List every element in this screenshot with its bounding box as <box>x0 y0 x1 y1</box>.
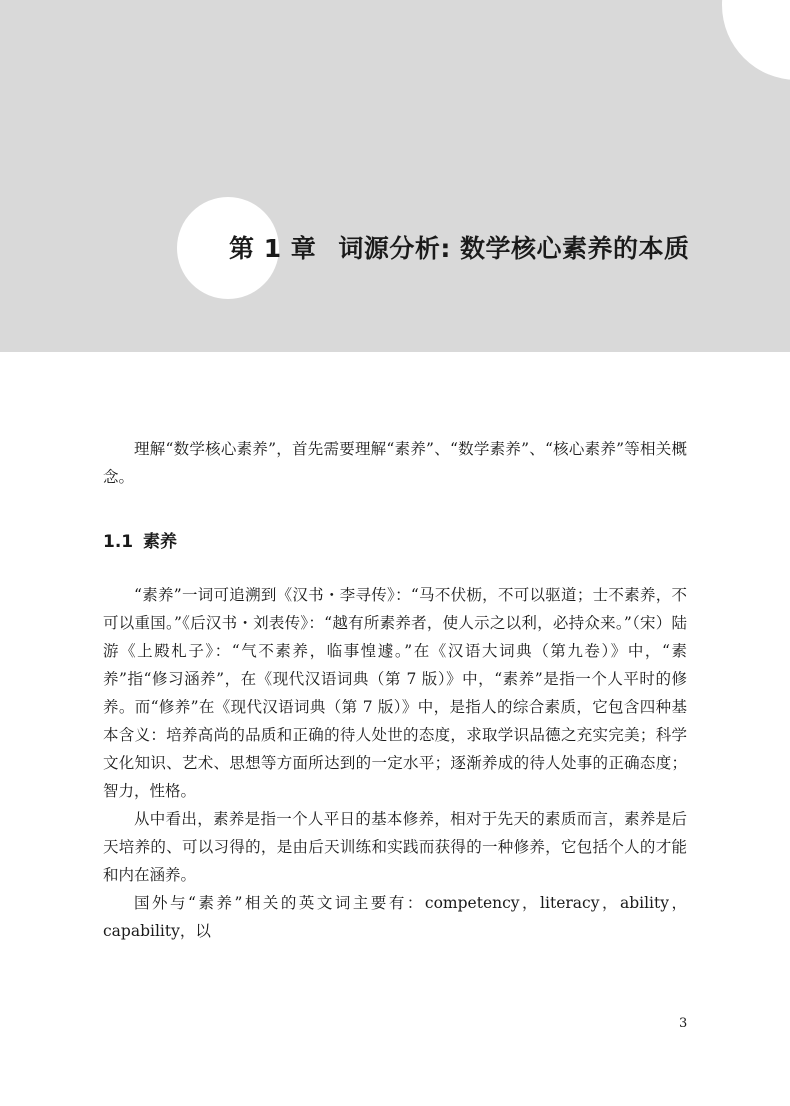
section-number: 1.1 <box>103 532 134 552</box>
chapter-number: 第 1 章 <box>229 234 317 263</box>
body-paragraph: 从中看出，素养是指一个人平日的基本修养，相对于先天的素质而言，素养是后天培养的、可以习得的，是由后天训练和实践而获得的一种修养，它包括个人的才能和内在涵养。 <box>103 810 687 884</box>
corner-decoration-circle <box>722 0 790 80</box>
chapter-header-band <box>0 0 790 352</box>
page-number: 3 <box>679 1016 688 1031</box>
section-heading <box>103 527 177 552</box>
body-paragraph: 国外与“素养”相关的英文词主要有：competency，literacy，ability，capability，以 <box>103 894 687 940</box>
body-paragraph: “素养”一词可追溯到《汉书・李寻传》：“马不伏枥，不可以驱道；士不素养，不可以重国。”《后汉书・刘表传》：“越有所素养者，使人示之以利，必持众来。”（宋）陆游《上殿札子》：“气不素养，临事惶遽。”在《汉语大词典（第九卷）》中，“素养”指“修习涵养”，在《现代汉语词典（第 7 版）》中，“素养”是指一个人平时的修养。而“修养”在《现代汉语词典（第 7 版）》中，是指人的综合素质，它包含四种基本含义：培养高尚的品质和正确的待人处世的态度，求取学识品德之充实完美；科学文化知识、艺术、思想等方面所达到的一定水平；逐渐养成的待人处事的正确态度；智力，性格。 <box>103 586 687 800</box>
section-body <box>103 581 687 945</box>
chapter-title <box>229 229 690 265</box>
chapter-title-text: 词源分析: 数学核心素养的本质 <box>338 234 690 263</box>
intro-paragraph: 理解“数学核心素养”，首先需要理解“素养”、“数学素养”、“核心素养”等相关概念。 <box>103 440 687 486</box>
section-title: 素养 <box>143 532 177 552</box>
